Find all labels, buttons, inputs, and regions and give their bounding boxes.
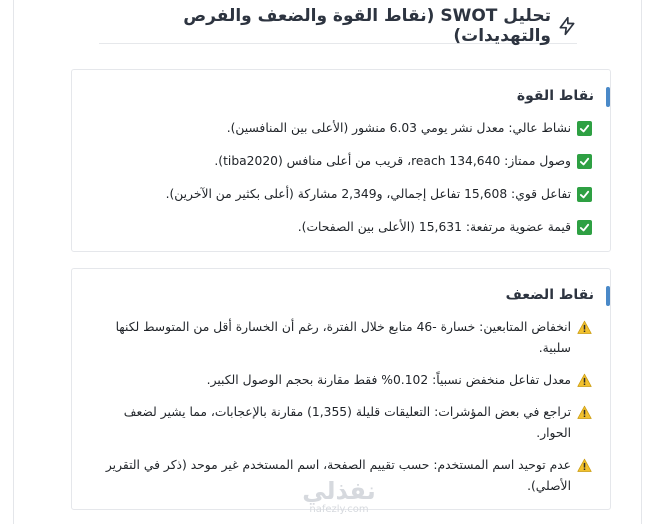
accent-bar	[606, 286, 610, 306]
warning-icon	[577, 458, 592, 473]
weaknesses-title: نقاط الضعف	[505, 287, 594, 303]
list-item	[86, 184, 592, 205]
list-item	[86, 402, 592, 444]
item-text: قيمة عضوية مرتفعة: 15,631 (الأعلى بين الصفحات).	[297, 220, 571, 234]
list-item	[86, 370, 592, 391]
strengths-title: نقاط القوة	[516, 88, 594, 104]
page-title: تحليل SWOT (نقاط القوة والضعف والفرص والتهديدات)	[183, 6, 551, 46]
item-text: وصول ممتاز: reach 134,640، قريب من أعلى منافس (tiba2020).	[214, 154, 571, 168]
warning-icon	[577, 373, 592, 388]
strengths-card	[71, 69, 611, 252]
check-mark-icon	[577, 220, 592, 235]
item-text: عدم توحيد اسم المستخدم: حسب تقييم الصفحة، اسم المستخدم غير موحد (ذكر في التقرير الأصلي).	[105, 458, 571, 493]
list-item	[86, 151, 592, 172]
weaknesses-card	[71, 268, 611, 510]
weaknesses-list	[86, 317, 592, 508]
list-item	[86, 118, 592, 139]
accent-bar	[606, 87, 610, 107]
list-item	[86, 317, 592, 359]
item-text: معدل تفاعل منخفض نسبياً: 0.102% فقط مقارنة بحجم الوصول الكبير.	[206, 373, 571, 387]
list-item	[86, 217, 592, 238]
check-mark-icon	[577, 187, 592, 202]
warning-icon	[577, 320, 592, 335]
strengths-list	[86, 118, 592, 250]
item-text: انخفاض المتابعين: خسارة -46 متابع خلال الفترة، رغم أن الخسارة أقل من المتوسط لكنها سلبية.	[115, 320, 571, 355]
report-frame	[13, 0, 642, 524]
item-text: تفاعل قوي: 15,608 تفاعل إجمالي، و2,349 مشاركة (أعلى بكثير من الآخرين).	[165, 187, 571, 201]
warning-icon	[577, 405, 592, 420]
watermark-sub: nafezly.com	[309, 504, 369, 515]
section-header	[99, 6, 577, 46]
item-text: تراجع في بعض المؤشرات: التعليقات قليلة (1,355) مقارنة بالإعجابات، مما يشير لضعف الحوار.	[123, 405, 571, 440]
lightning-bolt-icon	[557, 16, 577, 36]
item-text: نشاط عالي: معدل نشر يومي 6.03 منشور (الأعلى بين المنافسين).	[226, 121, 571, 135]
check-mark-icon	[577, 121, 592, 136]
list-item	[86, 455, 592, 497]
watermark-main: نفذلي	[302, 477, 376, 505]
check-mark-icon	[577, 154, 592, 169]
